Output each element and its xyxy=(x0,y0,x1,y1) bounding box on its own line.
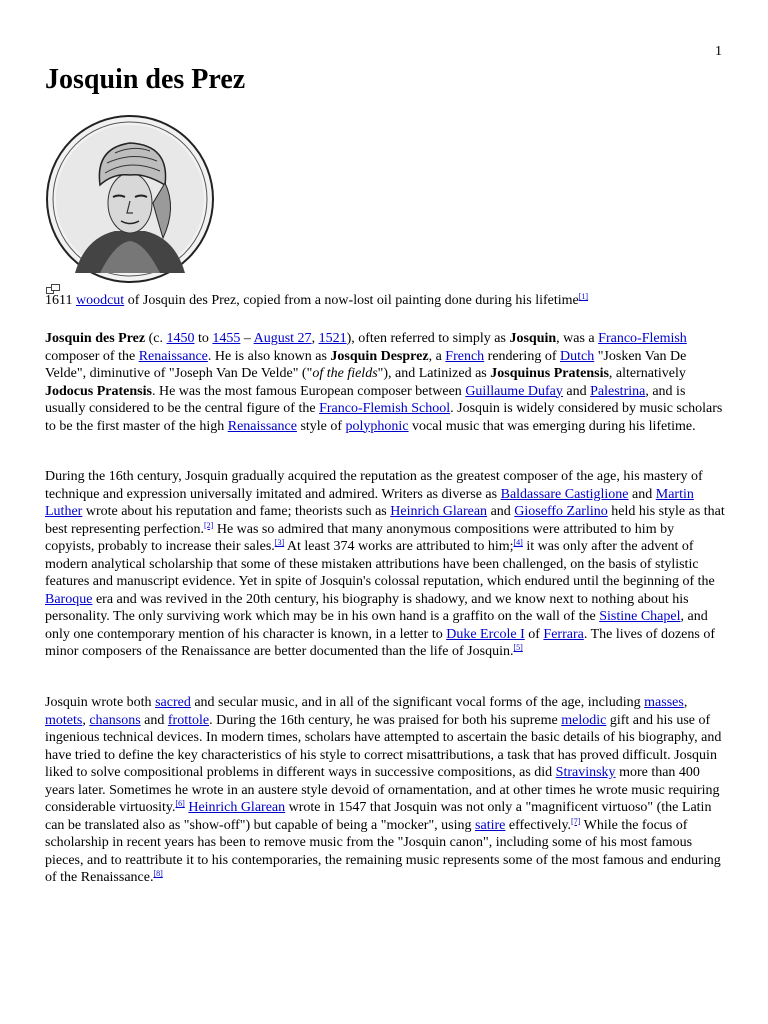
paragraph-intro xyxy=(45,330,725,435)
text-run: (c. xyxy=(145,331,167,346)
ref-4[interactable]: [4] xyxy=(513,538,523,547)
text-run: effectively. xyxy=(505,817,572,833)
text-run: rendering of xyxy=(484,348,560,364)
text-run: it was only after the advent of modern analytical scholarship that some of these mistaken attributions have been challenged, on the basis of stylistic features and manuscript evidence. Yet in spite of Josquin's colossal reputation, which endured until the beginning of the xyxy=(45,539,715,589)
text-run: and xyxy=(487,504,515,519)
text-run: and xyxy=(140,712,168,728)
page-number: 1 xyxy=(715,44,722,59)
text-run: to xyxy=(194,331,213,346)
link-palestrina[interactable]: Palestrina xyxy=(590,383,646,399)
link-august-27[interactable]: August 27 xyxy=(253,331,312,346)
text-run: At least 374 works are attributed to him; xyxy=(284,539,514,554)
text-run: , a xyxy=(428,348,446,364)
text-run: . During the 16th century, he was praised for both his supreme xyxy=(209,712,562,728)
text-run: He was so admired that many anonymous compositions were attributed to him by copyists, probably to increase their sales. xyxy=(45,521,675,554)
text-run: , and is usually considered to be the central figure of the xyxy=(45,383,686,416)
text-run: "), and Latinized as xyxy=(377,366,491,381)
link-motets[interactable]: motets xyxy=(45,712,83,728)
portrait-woodcut-image[interactable] xyxy=(45,113,215,285)
footnote-marker xyxy=(204,521,213,530)
link-gioseffo-zarlino[interactable]: Gioseffo Zarlino xyxy=(514,504,608,519)
text-run: During the 16th century, Josquin gradually acquired the reputation as the greatest composer of the age, his mastery of technique and expression universally imitated and admired. Writers as diverse as xyxy=(45,469,703,502)
link-satire[interactable]: satire xyxy=(475,817,506,833)
ref-1[interactable]: [1] xyxy=(578,292,589,301)
footnote-marker xyxy=(176,799,185,808)
text-run: Josquin Desprez xyxy=(330,348,429,364)
ref-8[interactable]: [8] xyxy=(153,869,163,878)
link-melodic[interactable]: melodic xyxy=(561,712,607,728)
link-1521[interactable]: 1521 xyxy=(318,331,347,346)
link-sistine-chapel[interactable]: Sistine Chapel xyxy=(599,609,681,624)
link-heinrich-glarean[interactable]: Heinrich Glarean xyxy=(390,504,488,519)
text-run: . The lives of dozens of minor composers of the Renaissance are better documented than the life of Josquin. xyxy=(45,626,715,659)
link-french[interactable]: French xyxy=(445,348,485,364)
text-run: composer of the xyxy=(45,348,139,364)
link-sacred[interactable]: sacred xyxy=(155,695,191,710)
link-1450[interactable]: 1450 xyxy=(166,331,195,346)
link-duke-ercole-i[interactable]: Duke Ercole I xyxy=(446,626,525,642)
text-run: – xyxy=(240,331,254,346)
ref-7[interactable]: [7] xyxy=(571,816,581,826)
text-run: gift and his use of ingenious technical devices. In modern times, scholars have attempted to ascertain the basic details of his biography, and have tried to define the key characteristics of his style to correct misattributions, a task that has proved difficult. Josquin liked to solve compositional problems in different ways in successive compositions, as did xyxy=(45,712,722,780)
link-woodcut[interactable]: woodcut xyxy=(75,293,125,308)
text-run: vocal music that was emerging during his lifetime. xyxy=(408,418,696,434)
text-run: , xyxy=(311,331,319,346)
ref-2[interactable]: [2] xyxy=(204,520,214,530)
text-run: wrote in 1547 that Josquin was not only a "magnificent virtuoso" (the Latin can be translated also as "show-off") but capable of being a "mocker", using xyxy=(45,800,712,833)
text-run: wrote about his reputation and fame; theorists such as xyxy=(82,504,391,519)
text-run: era and was revived in the 20th century, his biography is shadowy, and we know next to nothing about his personality. The only surviving work which may be in his own hand is a graffito on the wall of the xyxy=(45,591,689,624)
link-polyphonic[interactable]: polyphonic xyxy=(345,418,409,434)
link-frottole[interactable]: frottole xyxy=(167,712,210,728)
text-run: Josquin xyxy=(509,331,557,346)
footnote-marker xyxy=(275,538,284,547)
link-baldassare-castiglione[interactable]: Baldassare Castiglione xyxy=(500,486,629,502)
text-run: Josquin des Prez xyxy=(45,331,146,346)
text-run: , xyxy=(82,712,90,728)
text-run: . He is also known as xyxy=(207,348,331,364)
text-run: , alternatively xyxy=(608,366,686,381)
footnote-marker xyxy=(153,869,162,878)
link-franco-flemish-school[interactable]: Franco-Flemish School xyxy=(319,401,451,416)
text-run: ), often referred to simply as xyxy=(346,331,510,346)
ref-3[interactable]: [3] xyxy=(274,538,285,547)
footnote-marker xyxy=(513,643,522,652)
link-guillaume-dufay[interactable]: Guillaume Dufay xyxy=(465,383,563,399)
text-run: Jodocus Pratensis xyxy=(45,383,152,399)
link-chansons[interactable]: chansons xyxy=(89,712,141,728)
text-run: While the focus of scholarship in recent years has been to remove music from the "Josquin canon", including some of his most famous pieces, and to reattribute it to his contemporaries, the remaining music represents some of the most famous and enduring of the Renaissance. xyxy=(45,817,721,885)
ref-6[interactable]: [6] xyxy=(175,799,185,808)
text-run: and xyxy=(562,383,591,399)
text-run: 1611 xyxy=(45,293,76,308)
text-run: . Josquin is widely considered by music scholars to be the first master of the high xyxy=(45,401,723,434)
link-franco-flemish[interactable]: Franco-Flemish xyxy=(598,331,687,346)
text-run: "Josken Van De Velde", diminutive of "Joseph Van De Velde" (" xyxy=(45,348,687,381)
link-heinrich-glarean-2[interactable]: Heinrich Glarean xyxy=(188,800,286,815)
footnote-marker xyxy=(514,538,523,547)
link-martin-luther[interactable]: Martin Luther xyxy=(45,486,694,519)
link-renaissance[interactable]: Renaissance xyxy=(138,348,208,364)
link-renaissance-2[interactable]: Renaissance xyxy=(227,418,297,434)
footnote-marker xyxy=(579,292,588,301)
image-caption xyxy=(45,292,735,310)
link-baroque[interactable]: Baroque xyxy=(45,591,93,607)
text-run: Josquinus Pratensis xyxy=(490,366,609,381)
paragraph-works xyxy=(45,694,725,887)
link-masses[interactable]: masses xyxy=(644,695,684,710)
footnote-marker xyxy=(571,817,580,826)
text-run: . He was the most famous European composer between xyxy=(151,383,466,399)
text-run: held his style as that best representing perfection. xyxy=(45,504,725,537)
text-run: of Josquin des Prez, copied from a now-lost oil painting done during his lifetime xyxy=(124,293,579,308)
text-run: and xyxy=(628,486,656,502)
page-title: Josquin des Prez xyxy=(45,64,246,95)
text-run: of the fields xyxy=(312,366,378,381)
text-run: and secular music, and in all of the significant vocal forms of the age, including xyxy=(190,695,645,710)
text-run: Josquin wrote both xyxy=(45,695,156,710)
text-run: , and only one contemporary mention of his character is known, in a letter to xyxy=(45,609,708,642)
text-run: more than 400 years later. Sometimes he wrote in an austere style devoid of ornamentation, and at other times he wrote music requiring considerable virtuosity. xyxy=(45,765,720,815)
link-dutch[interactable]: Dutch xyxy=(559,348,595,364)
text-run: style of xyxy=(296,418,346,434)
link-ferrara[interactable]: Ferrara xyxy=(543,626,584,642)
text-run: , xyxy=(683,695,688,710)
ref-5[interactable]: [5] xyxy=(513,643,523,652)
link-1455[interactable]: 1455 xyxy=(212,331,241,346)
paragraph-reputation xyxy=(45,468,725,661)
link-stravinsky[interactable]: Stravinsky xyxy=(555,765,616,780)
text-run: of xyxy=(524,626,544,642)
text-run: , was a xyxy=(556,331,599,346)
